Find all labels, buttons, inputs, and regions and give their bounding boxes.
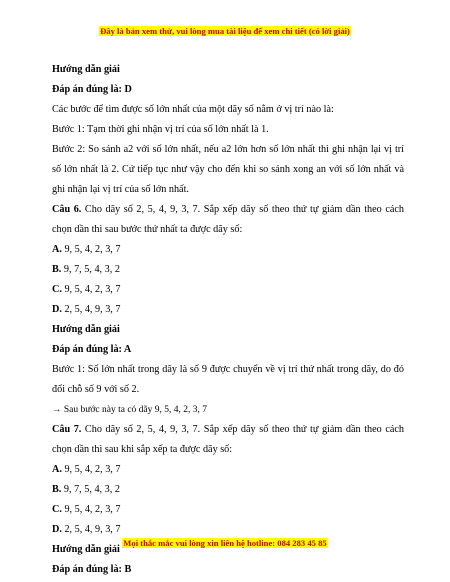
question-number: Câu 6.	[52, 204, 82, 215]
q7-answer-line: Đáp án đúng là: B	[52, 564, 132, 575]
q6-guide-heading: Hướng dẫn giải	[52, 324, 120, 335]
q6-result: → Sau bước này ta có dãy 9, 5, 4, 2, 3, 7	[52, 405, 208, 415]
q6-option-a: A. 9, 5, 4, 2, 3, 7	[52, 244, 121, 255]
q7-option-a: A. 9, 5, 4, 2, 3, 7	[52, 464, 121, 475]
q6-explanation: Bước 1: Số lớn nhất trong dãy là số 9 được chuyển về vị trí thứ nhất trong dãy, do đó đổi chỗ số 9 với số 2.	[52, 364, 404, 395]
step-2-text: Bước 2: So sánh a2 với số lớn nhất, nếu a2 lớn hơn số lớn nhất thì ghi nhận lại vị trí số lớn nhất là 2. Cứ tiếp tục như vậy cho đến khi so sánh xong an với số lớn nhất và ghi nhận lại vị trí của số lớn nhất.	[52, 144, 404, 195]
question-number: Câu 7.	[52, 424, 82, 435]
intro-text: Các bước để tìm được số lớn nhất của một dãy số nằm ở vị trí nào là:	[52, 104, 334, 115]
question-7	[52, 420, 404, 460]
question-text: Cho dãy số 2, 5, 4, 9, 3, 7. Sắp xếp dãy số theo thứ tự giảm dần theo cách chọn dần thì sau khi sắp xếp ta được dãy số:	[52, 424, 404, 455]
q7-option-c: C. 9, 5, 4, 2, 3, 7	[52, 504, 121, 515]
footer-notice: Mọi thắc mắc vui lòng xin liên hệ hotline: 084 283 45 85	[123, 538, 327, 548]
answer-line: Đáp án đúng là: D	[52, 84, 132, 95]
question-text: Cho dãy số 2, 5, 4, 9, 3, 7. Sắp xếp dãy số theo thứ tự giảm dần theo cách chọn dần thì sau bước thứ nhất ta được dãy số:	[52, 204, 404, 235]
q6-option-c: C. 9, 5, 4, 2, 3, 7	[52, 284, 121, 295]
question-6	[52, 200, 404, 240]
q6-answer-line: Đáp án đúng là: A	[52, 344, 132, 355]
guide-heading: Hướng dẫn giải	[52, 64, 120, 75]
q7-option-d: D. 2, 5, 4, 9, 3, 7	[52, 524, 121, 535]
q6-option-d: D. 2, 5, 4, 9, 3, 7	[52, 304, 121, 315]
document-body	[52, 60, 404, 580]
q7-option-b: B. 9, 7, 5, 4, 3, 2	[52, 484, 120, 495]
q7-guide-heading: Hướng dẫn giải	[52, 544, 120, 555]
q6-option-b: B. 9, 7, 5, 4, 3, 2	[52, 264, 120, 275]
header-notice: Đây là bản xem thử, vui lòng mua tài liệu để xem chi tiết (có lời giải)	[100, 26, 350, 36]
step-1-text: Bước 1: Tạm thời ghi nhận vị trí của số lớn nhất là 1.	[52, 124, 269, 135]
